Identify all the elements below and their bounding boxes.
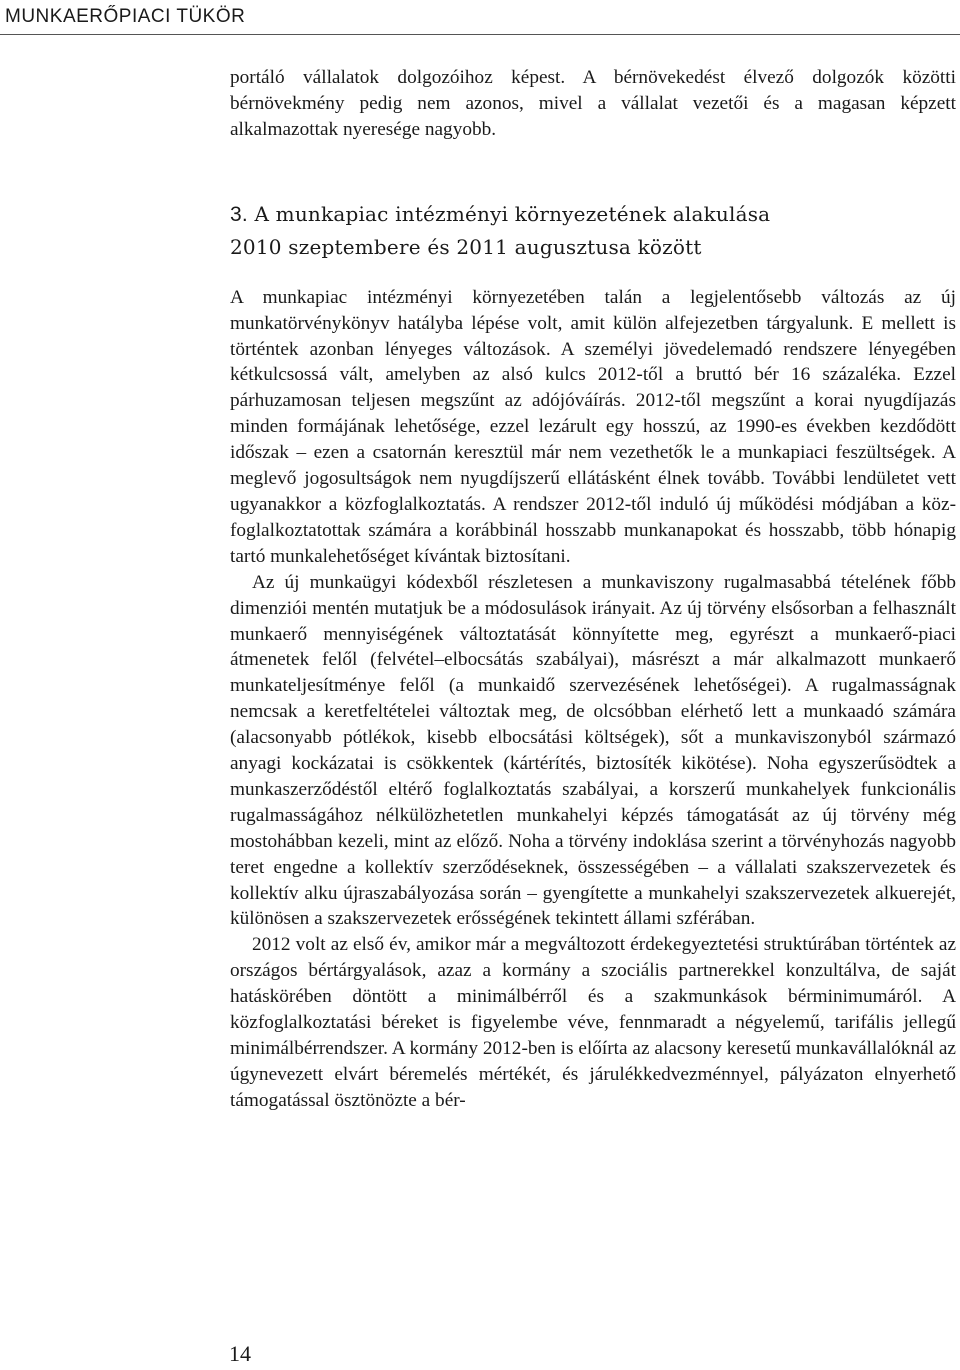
page-body <box>230 65 956 1114</box>
section-title-line-1: A munkapiac intézményi környezetének alakulása <box>254 201 771 226</box>
body-paragraph: Az új munkaügyi kódexből részletesen a munkaviszony rugalmasabbá tételének főbb dimenziói mentén mutatjuk be a módosulások irányait. Az új törvény elsősorban a felhasznált munkaerő mennyiségének változtatását könnyítette meg, egyrészt a munkaerő-piaci átmenetek felől (felvétel–elbocsátás szabályai), másrészt a már alkalmazott munkaerő munkateljesítménye felől (a munkaidő szervezésének lehetőségei). A rugalmasságnak nemcsak a keretfeltételei változtak meg, de olcsóbban elérhető lett a munkaadó számára (alacsonyabb pótlékok, kisebb elbocsátási költségek), sőt a munkaviszonyból származó anyagi kockázatai is csökkentek (kártérítés, biztosíték kikötése). Noha egyszerűsödtek a munkaszerződéstől eltérő foglalkoztatás szabályai, a korszerű munkahelyek funkcionális rugalmasságához nélkülözhetetlen munkahelyi képzés támogatását az új törvény még mostohábban kezeli, mint az előző. Noha a törvény indoklása szerint a törvényhozás nagyobb teret engedne a kollektív szerződéseknek, összességében – a vállalati szakszervezetek és kollektív alku újraszabályozása során – gyengítette a munkahelyi szakszervezetek alkuerejét, különösen a szakszervezetek erősségének tekintett állami szférában. <box>230 571 956 930</box>
page-number: 14 <box>229 1341 251 1366</box>
body-paragraph: A munkapiac intézményi környezetében talán a legjelentősebb változás az új munkatörvénykönyv hatályba lépése volt, amit külön alfejezetben tárgyalunk. E mellett is történtek azonban lényeges változások. A személyi jövedelemadó rendszere lényegében kétkulcsossá vált, amelyben az alsó kulcs 2012-től a bruttó bér 16 százaléka. Ezzel párhuzamosan teljesen megszűnt az adójóváírás. 2012-től megszűnt a korai nyugdíjazás minden formájának lehetősége, ezzel lezárult egy hosszú, az 1990-es években kezdődött időszak – ezen a csatornán keresztül már nem vezethetők le a munkapiaci feszültségek. A meglevő jogosultságok nem nyugdíjszerű ellátásként élnek tovább. További lendületet vett ugyanakkor a közfoglalkoztatás. A rendszer 2012-től induló új működési módjában a közfoglalkoztatottak számára a korábbinál hosszabb munkanapokat és hosszabb, több hónapig tartó munkalehetőséget kívántak biztosítani. <box>230 286 956 567</box>
body-paragraph: 2012 volt az első év, amikor már a megváltozott érdekegyeztetési struktúrában történtek az országos bértárgyalások, azaz a kormány a szociális partnerekkel konzultálva, de saját hatáskörében döntött a minimálbérről és a szakmunkások bérminimumáról. A közfoglalkoztatási béreket is figyelembe véve, fennmaradt a négyelemű, tarifális jellegű minimálbérrendszer. A kormány 2012-ben is előírta az alacsony keresetű munkavállalóknál az úgynevezett elvárt béremelés mértékét, és járulékkedvezménnyel, pályázaton elnyerhető támogatással ösztönözte a bér- <box>230 934 956 1111</box>
running-head: MUNKAERŐPIACI TÜKÖR <box>5 6 246 27</box>
section-heading <box>230 198 956 264</box>
section-number: 3. <box>230 202 248 226</box>
section-title-line-2: 2010 szeptembere és 2011 augusztusa között <box>230 234 702 259</box>
intro-paragraph: portáló vállalatok dolgozóihoz képest. A bérnövekedést élvező dolgozók közötti bérnövekmény pedig nem azonos, mivel a vállalat vezetői és a magasan képzett alkalmazottak nyeresége nagyobb. <box>230 67 956 140</box>
header-divider <box>0 34 960 35</box>
